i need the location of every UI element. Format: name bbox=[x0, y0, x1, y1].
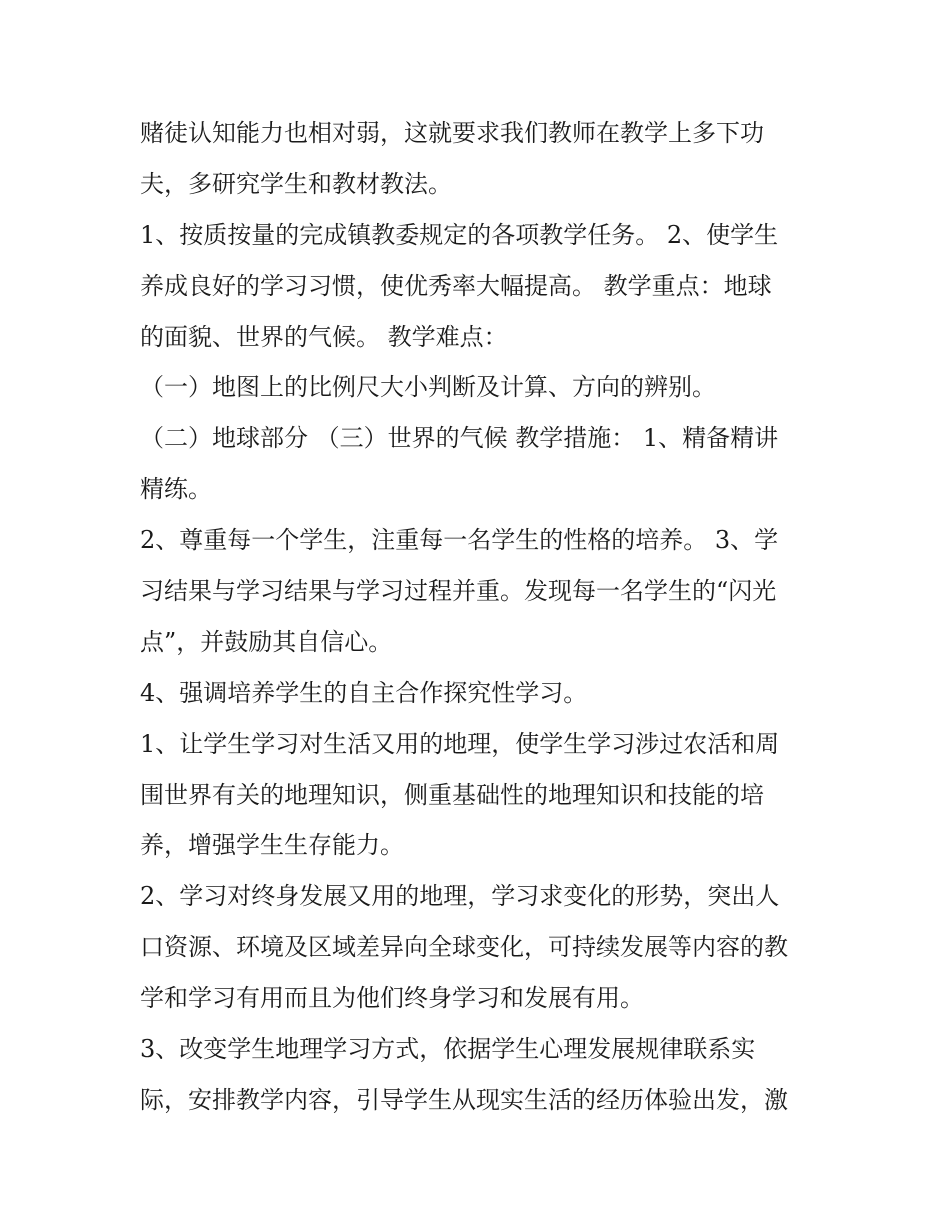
text-line: 的面貌、世界的气候。 教学难点： bbox=[140, 322, 508, 351]
text-line: 养成良好的学习习惯，使优秀率大幅提高。 教学重点：地球 bbox=[140, 271, 772, 300]
text-line: 养，增强学生生存能力。 bbox=[140, 831, 404, 860]
text-line: 2、尊重每一个学生，注重每一名学生的性格的培养。 3、学 bbox=[140, 526, 779, 555]
text-line: 1、让学生学习对生活又用的地理，使学生学习涉过农活和周 bbox=[140, 729, 780, 758]
text-line: 2、学习对终身发展又用的地理，学习求变化的形势，突出人 bbox=[140, 882, 780, 911]
text-line: （一）地图上的比例尺大小判断及计算、方向的辨别。 bbox=[140, 373, 716, 402]
text-line: 赌徒认知能力也相对弱，这就要求我们教师在教学上多下功 bbox=[140, 119, 764, 147]
text-line: 口资源、环境及区域差异向全球变化，可持续发展等内容的教 bbox=[140, 933, 788, 962]
text-line: 4、强调培养学生的自主合作探究性学习。 bbox=[140, 678, 588, 707]
text-line: 点”，并鼓励其自信心。 bbox=[140, 627, 393, 656]
text-line: 1、按质按量的完成镇教委规定的各项教学任务。 2、使学生 bbox=[140, 220, 779, 249]
text-line: 夫，多研究学生和教材教法。 bbox=[140, 169, 452, 198]
text-line: 学和学习有用而且为他们终身学习和发展有用。 bbox=[140, 984, 644, 1013]
text-line: （二）地球部分 （三）世界的气候 教学措施： 1、精备精讲 bbox=[140, 424, 779, 453]
text-line: 围世界有关的地理知识，侧重基础性的地理知识和技能的培 bbox=[140, 780, 764, 809]
text-line: 3、改变学生地理学习方式，依据学生心理发展规律联系实 bbox=[140, 1035, 756, 1064]
text-line: 习结果与学习结果与学习过程并重。发现每一名学生的“闪光 bbox=[140, 577, 777, 606]
text-line: 精练。 bbox=[140, 475, 212, 504]
body-text bbox=[140, 108, 830, 1126]
text-line: 际，安排教学内容，引导学生从现实生活的经历体验出发，激 bbox=[140, 1085, 788, 1114]
